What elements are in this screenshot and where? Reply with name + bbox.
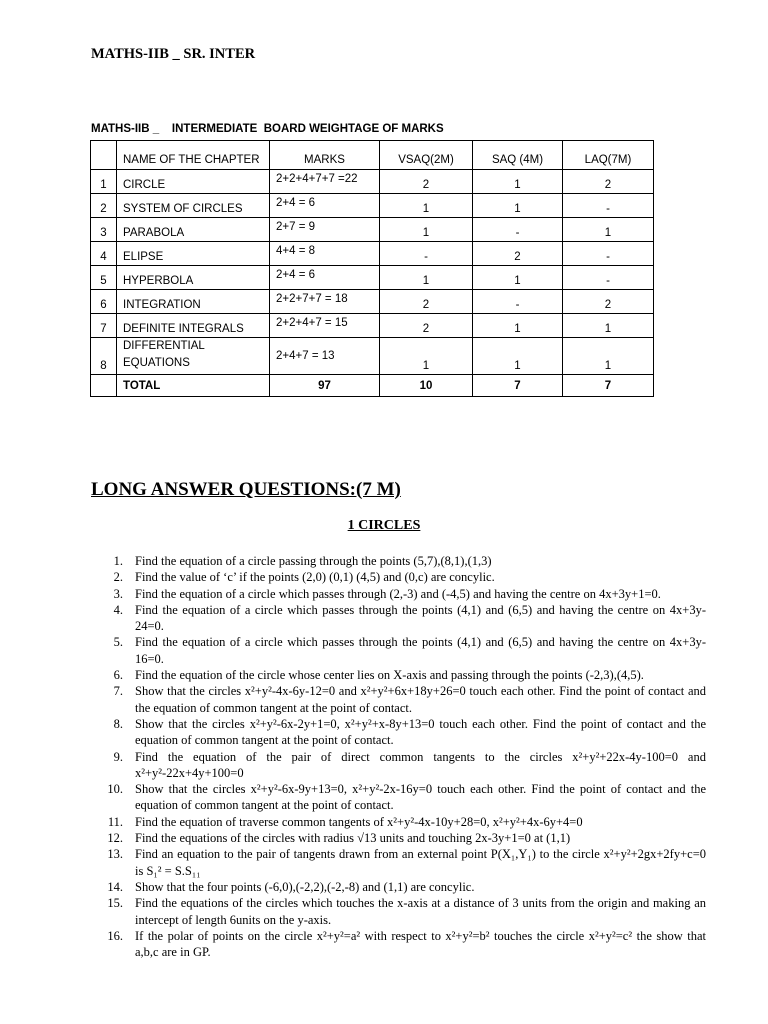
laq-count: 2 bbox=[563, 170, 654, 194]
total-label: TOTAL bbox=[117, 375, 270, 397]
header-cell-vsaq: VSAQ(2M) bbox=[380, 141, 473, 170]
question-number: 11. bbox=[107, 814, 123, 829]
laq-count: 1 bbox=[563, 218, 654, 242]
table-row bbox=[91, 242, 654, 266]
chapter-name: INTEGRATION bbox=[117, 290, 270, 314]
question-number: 16. bbox=[107, 928, 123, 943]
list-item bbox=[91, 716, 706, 749]
vsaq-count: 2 bbox=[380, 170, 473, 194]
laq-count: 1 bbox=[563, 314, 654, 338]
saq-count: 1 bbox=[473, 338, 563, 375]
list-item bbox=[91, 879, 706, 895]
chapter-name: DEFINITE INTEGRALS bbox=[117, 314, 270, 338]
table-row bbox=[91, 218, 654, 242]
question-text: Find the equations of the circles which touches the x-axis at a distance of 3 units from the origin and making an intercept of length 6units on the y-axis. bbox=[135, 896, 706, 927]
row-number: 3 bbox=[91, 218, 117, 242]
question-text: Find the equation of the pair of direct common tangents to the circles x²+y²+22x-4y-100=0 and x²+y²-22x+4y+100=0 bbox=[135, 749, 706, 780]
question-text: Find the equation of a circle passing through the points (5,7),(8,1),(1,3) bbox=[135, 554, 492, 568]
vsaq-count: 1 bbox=[380, 194, 473, 218]
laq-count: - bbox=[563, 194, 654, 218]
total-vsaq: 10 bbox=[380, 375, 473, 397]
question-text: Show that the circles x²+y²-6x-9y+13=0, x²+y²-2x-16y=0 touch each other. Find the point of contact and the equation of common tangent at the point of contact. bbox=[135, 782, 706, 813]
list-item bbox=[91, 781, 706, 814]
section-title: LONG ANSWER QUESTIONS:(7 M) bbox=[91, 479, 401, 500]
header-cell-serial bbox=[91, 141, 117, 170]
question-number: 12. bbox=[107, 831, 123, 846]
question-number: 5. bbox=[113, 635, 123, 650]
chapter-name-line1: DIFFERENTIAL bbox=[123, 340, 205, 352]
question-number: 10. bbox=[107, 782, 123, 797]
saq-count: 1 bbox=[473, 170, 563, 194]
weightage-table bbox=[90, 140, 654, 397]
list-item bbox=[91, 846, 706, 879]
chapter-name: ELIPSE bbox=[117, 242, 270, 266]
question-text: Find the equations of the circles with radius √13 units and touching 2x-3y+1=0 at (1,1) bbox=[135, 831, 571, 846]
chapter-marks: 2+2+7+7 = 18 bbox=[270, 290, 380, 314]
list-item bbox=[91, 814, 706, 830]
list-item bbox=[91, 602, 706, 635]
question-text: Find the equation of traverse common tangents of x²+y²-4x-10y+28=0, x²+y²+4x-6y+4=0 bbox=[135, 814, 583, 829]
saq-count: 2 bbox=[473, 242, 563, 266]
table-row bbox=[91, 266, 654, 290]
laq-count: 2 bbox=[563, 290, 654, 314]
question-text: Find the equation of the circle whose center lies on X-axis and passing through the points (-2,3),(4,5). bbox=[135, 668, 644, 683]
saq-count: 1 bbox=[473, 266, 563, 290]
document-title: MATHS-IIB _ SR. INTER bbox=[91, 46, 256, 62]
chapter-name bbox=[117, 338, 270, 375]
table-caption: MATHS-IIB _ INTERMEDIATE BOARD WEIGHTAGE OF MARKS bbox=[91, 123, 444, 135]
question-number: 9. bbox=[113, 749, 123, 764]
question-text: Find an equation to the pair of tangents drawn from an external point P(X₁,Y₁) to the circle x²+y²+2gx+2fy+c=0 is S₁² = S.S₁₁ bbox=[135, 847, 706, 878]
laq-count: - bbox=[563, 266, 654, 290]
chapter-marks: 2+2+4+7+7 =22 bbox=[270, 170, 380, 194]
question-number: 15. bbox=[107, 896, 123, 911]
chapter-marks: 2+4 = 6 bbox=[270, 266, 380, 290]
table-row bbox=[91, 194, 654, 218]
chapter-marks: 2+2+4+7 = 15 bbox=[270, 314, 380, 338]
saq-count: 1 bbox=[473, 194, 563, 218]
table-row bbox=[91, 170, 654, 194]
laq-count: - bbox=[563, 242, 654, 266]
row-number: 4 bbox=[91, 242, 117, 266]
question-text: Find the equation of a circle which passes through (2,-3) and (-4,5) and having the centre on 4x+3y+1=0. bbox=[135, 586, 661, 601]
question-number: 8. bbox=[113, 716, 123, 731]
chapter-marks: 2+4+7 = 13 bbox=[270, 338, 380, 375]
row-number: 5 bbox=[91, 266, 117, 290]
header-cell-marks: MARKS bbox=[270, 141, 380, 170]
vsaq-count: 1 bbox=[380, 266, 473, 290]
list-item bbox=[91, 895, 706, 928]
table-row bbox=[91, 290, 654, 314]
header-cell-saq: SAQ (4M) bbox=[473, 141, 563, 170]
saq-count: - bbox=[473, 290, 563, 314]
saq-count: - bbox=[473, 218, 563, 242]
chapter-marks: 2+4 = 6 bbox=[270, 194, 380, 218]
vsaq-count: 1 bbox=[380, 338, 473, 375]
question-number: 1. bbox=[113, 554, 123, 568]
list-item bbox=[91, 634, 706, 667]
vsaq-count: 1 bbox=[380, 218, 473, 242]
row-number: 6 bbox=[91, 290, 117, 314]
question-number: 13. bbox=[107, 847, 123, 862]
table-row bbox=[91, 314, 654, 338]
vsaq-count: 2 bbox=[380, 290, 473, 314]
total-empty-cell bbox=[91, 375, 117, 397]
list-item bbox=[91, 928, 706, 961]
chapter-name-line2: EQUATIONS bbox=[123, 357, 190, 369]
table-header-row bbox=[91, 141, 654, 170]
chapter-marks: 4+4 = 8 bbox=[270, 242, 380, 266]
table-row bbox=[91, 338, 654, 375]
chapter-name: SYSTEM OF CIRCLES bbox=[117, 194, 270, 218]
list-item bbox=[91, 569, 706, 585]
list-item bbox=[91, 683, 706, 716]
question-text: Show that the circles x²+y²-4x-6y-12=0 and x²+y²+6x+18y+26=0 touch each other. Find the point of contact and the equation of common tangent at the point of contact. bbox=[135, 684, 706, 715]
vsaq-count: - bbox=[380, 242, 473, 266]
chapter-name: PARABOLA bbox=[117, 218, 270, 242]
total-laq: 7 bbox=[563, 375, 654, 397]
list-item bbox=[91, 749, 706, 782]
question-number: 6. bbox=[113, 668, 123, 683]
question-text: Show that the four points (-6,0),(-2,2),(-2,-8) and (1,1) are concylic. bbox=[135, 879, 475, 894]
question-number: 4. bbox=[113, 602, 123, 617]
chapter-name: CIRCLE bbox=[117, 170, 270, 194]
list-item bbox=[91, 667, 706, 683]
question-text: Find the equation of a circle which passes through the points (4,1) and (6,5) and having the centre on 4x+3y-16=0. bbox=[135, 635, 706, 666]
row-number: 7 bbox=[91, 314, 117, 338]
list-item bbox=[91, 553, 706, 569]
row-number: 1 bbox=[91, 170, 117, 194]
list-item bbox=[91, 830, 706, 846]
header-cell-laq: LAQ(7M) bbox=[563, 141, 654, 170]
question-text: Find the value of ‘c’ if the points (2,0) (0,1) (4,5) and (0,c) are concylic. bbox=[135, 570, 495, 585]
question-number: 14. bbox=[107, 879, 123, 894]
list-item bbox=[91, 586, 706, 602]
header-cell-chapter: NAME OF THE CHAPTER bbox=[117, 141, 270, 170]
total-marks: 97 bbox=[270, 375, 380, 397]
question-number: 7. bbox=[113, 684, 123, 699]
subsection-title: 1 CIRCLES bbox=[347, 518, 421, 533]
table-total-row bbox=[91, 375, 654, 397]
question-number: 2. bbox=[113, 570, 123, 585]
question-list bbox=[91, 553, 706, 960]
saq-count: 1 bbox=[473, 314, 563, 338]
chapter-name: HYPERBOLA bbox=[117, 266, 270, 290]
laq-count: 1 bbox=[563, 338, 654, 375]
question-number: 3. bbox=[113, 586, 123, 601]
total-saq: 7 bbox=[473, 375, 563, 397]
row-number: 2 bbox=[91, 194, 117, 218]
question-text: Find the equation of a circle which passes through the points (4,1) and (6,5) and having the centre on 4x+3y-24=0. bbox=[135, 602, 706, 634]
vsaq-count: 2 bbox=[380, 314, 473, 338]
row-number: 8 bbox=[91, 338, 117, 375]
chapter-marks: 2+7 = 9 bbox=[270, 218, 380, 242]
question-text: If the polar of points on the circle x²+y²=a² with respect to x²+y²=b² touches the circle x²+y²=c² the show that a,b,c are in GP. bbox=[135, 928, 706, 960]
question-text: Show that the circles x²+y²-6x-2y+1=0, x²+y²+x-8y+13=0 touch each other. Find the point of contact and the equation of common tangent at the point of contact. bbox=[135, 716, 706, 748]
